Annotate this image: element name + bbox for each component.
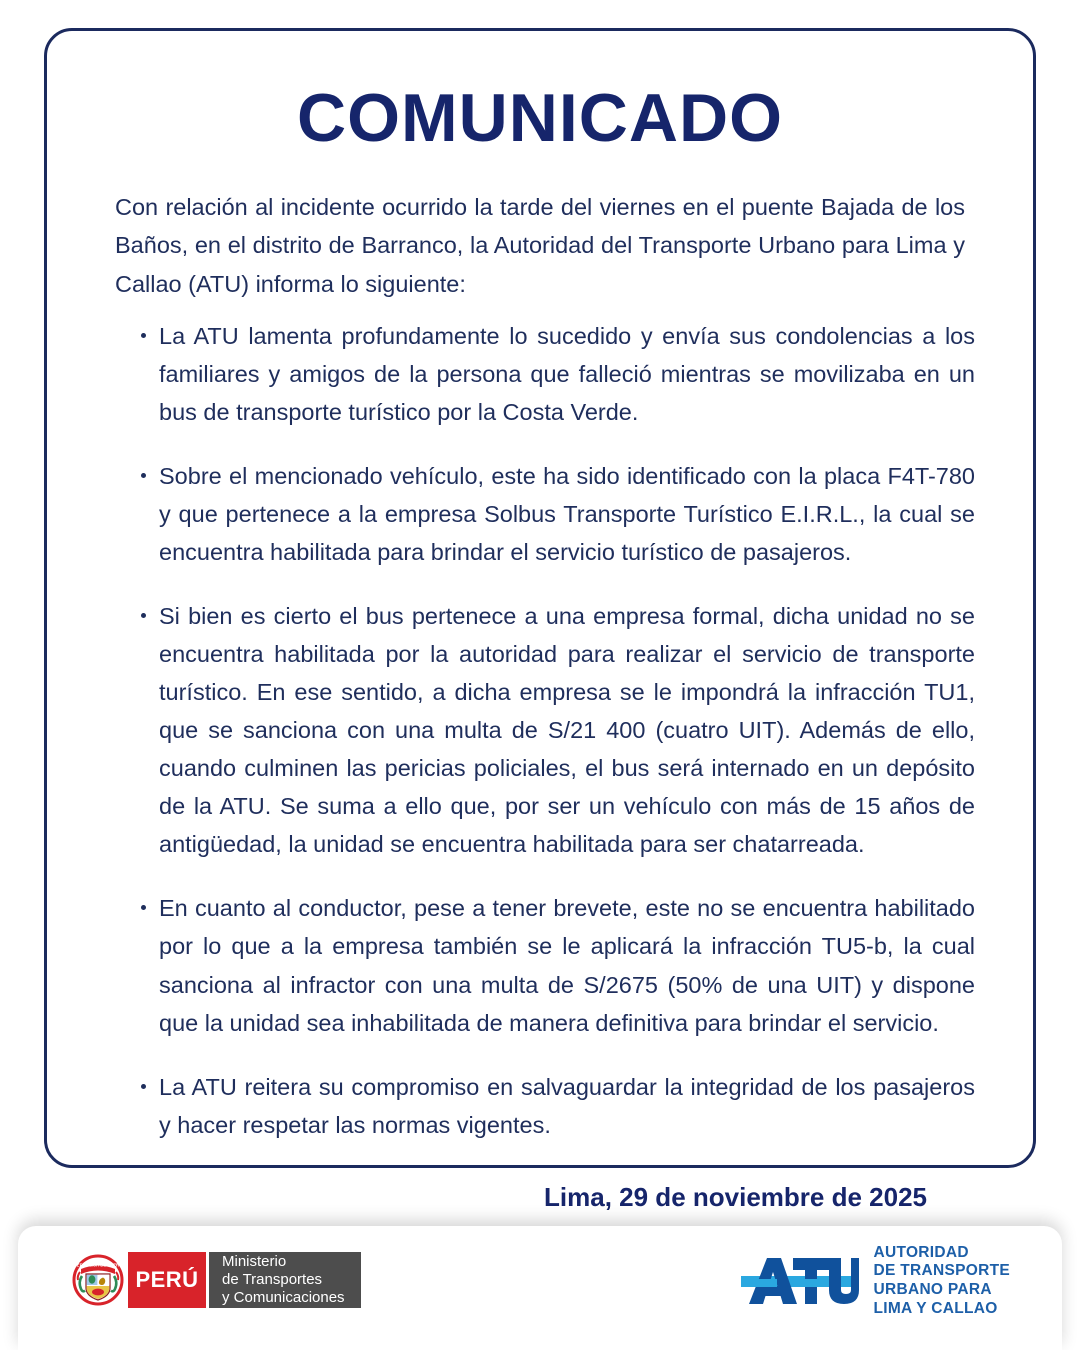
card-content — [47, 31, 1033, 1213]
announcement-card — [44, 28, 1036, 1212]
atu-text-block — [873, 1244, 1010, 1318]
page-title: COMUNICADO — [297, 80, 783, 156]
ministry-line: Ministerio — [222, 1252, 287, 1270]
ministry-label-block — [206, 1252, 361, 1308]
footer-inner — [18, 1226, 1062, 1350]
ministry-line: y Comunicaciones — [222, 1289, 345, 1307]
mtc-logo — [72, 1252, 361, 1308]
atu-text-line: AUTORIDAD — [873, 1243, 969, 1261]
atu-wordmark-icon — [737, 1252, 859, 1310]
list-item: La ATU reitera su compromiso en salvaguardar la integridad de los pasajeros y hacer respetar las normas vigentes. — [141, 1068, 975, 1144]
list-item: La ATU lamenta profundamente lo sucedido y envía sus condolencias a los familiares y amigos de la persona que falleció mientras se movilizaba en un bus de transporte turístico por la Costa Verde. — [141, 317, 975, 431]
date-line: Lima, 29 de noviembre de 2025 — [544, 1181, 927, 1212]
ministry-line: de Transportes — [222, 1270, 323, 1288]
atu-text-line: DE TRANSPORTE — [873, 1262, 1010, 1280]
peru-label: PERÚ — [135, 1267, 199, 1292]
list-item: Sobre el mencionado vehículo, este ha sido identificado con la placa F4T-780 y que pertenece a la empresa Solbus Transporte Turístico E.I.R.L., la cual se encuentra habilitada para brindar el servicio turístico de pasajeros. — [141, 457, 975, 571]
atu-logo — [737, 1243, 1010, 1317]
bullet-list — [99, 317, 981, 1144]
list-item: En cuanto al conductor, pese a tener brevete, este no se encuentra habilitado por lo que a la empresa también se le aplicará la infracción TU5-b, la cual sanciona al infractor con una multa de S/2675 (50% de una UIT) y dispone que la unidad sea inhabilitada de manera definitiva para brindar el servicio. — [141, 889, 975, 1041]
peru-coat-of-arms-icon — [72, 1252, 124, 1308]
atu-text-line: URBANO PARA — [873, 1281, 992, 1298]
peru-label-block — [128, 1252, 206, 1308]
atu-text-line: LIMA Y CALLAO — [873, 1299, 998, 1317]
svg-text:REPÚBLICA DEL PERÚ: REPÚBLICA DEL PERÚ — [73, 1262, 123, 1268]
footer-panel — [18, 1226, 1062, 1350]
intro-paragraph: Con relación al incidente ocurrido la tarde del viernes en el puente Bajada de los Baños, en el distrito de Barranco, la Autoridad del Transporte Urbano para Lima y Callao (ATU) informa lo siguiente: — [115, 194, 965, 297]
list-item: Si bien es cierto el bus pertenece a una empresa formal, dicha unidad no se encuentra habilitada por la autoridad para realizar el servicio de transporte turístico. En ese sentido, a dicha empresa se le impondrá la infracción TU1, que se sanciona con una multa de S/21 400 (cuatro UIT). Además de ello, cuando culminen las pericias policiales, el bus será internado en un depósito de la ATU. Se suma a ello que, por ser un vehículo con más de 15 años de antigüedad, la unidad se encuentra habilitada para ser chatarreada. — [141, 597, 975, 863]
